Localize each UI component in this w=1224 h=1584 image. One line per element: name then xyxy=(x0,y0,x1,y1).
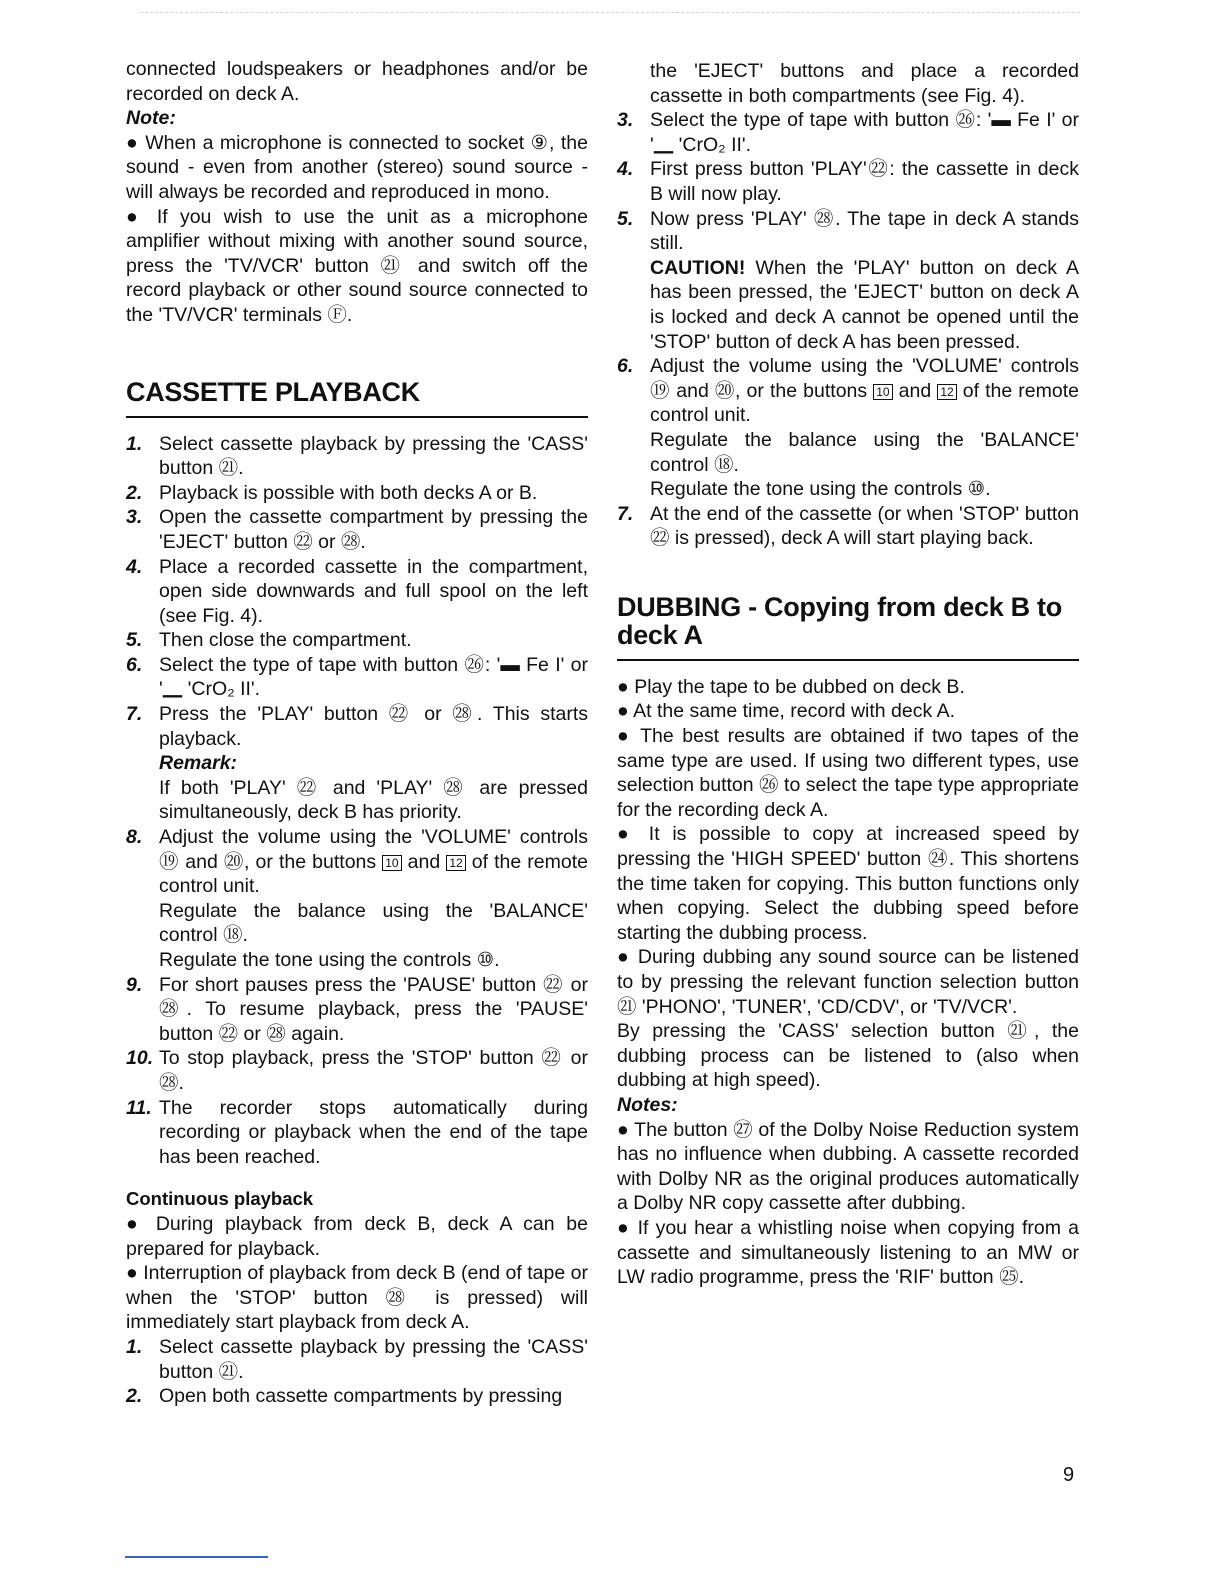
numbered-step xyxy=(126,628,588,653)
step-number: 7. xyxy=(617,502,634,525)
continued-step-text: the 'EJECT' buttons and place a recorded cassette in both compartments (see Fig. 4). xyxy=(650,60,1079,107)
numbered-step xyxy=(617,207,1079,256)
continuous-bullet: ● During playback from deck B, deck A can be prepared for playback. xyxy=(126,1212,588,1260)
remote-button-number: 12 xyxy=(446,855,465,871)
dubbing-bullet: ● The best results are obtained if two tapes of the same type are used. If using two different types, use selection button ㉖ to select the tape type appropriate for the recording deck A. xyxy=(617,725,1079,821)
dubbing-bullet: By pressing the 'CASS' selection button ㉑, the dubbing process can be listened to (also when dubbing at high speed). xyxy=(617,1020,1079,1092)
step-text: Select cassette playback by pressing the 'CASS' button ㉑. xyxy=(159,1335,588,1383)
step-number: 5. xyxy=(126,629,143,652)
step-number: 3. xyxy=(126,506,143,529)
intro-text: connected loudspeakers or headphones and/or be recorded on deck A. xyxy=(126,58,588,105)
notes-bullet: ● The button ㉗ of the Dolby Noise Reduction system has no influence when dubbing. A cassette recorded with Dolby NR as the original produces automatically a Dolby NR copy cassette after dubbing. xyxy=(617,1118,1079,1215)
dubbing-bullet: ● At the same time, record with deck A. xyxy=(617,700,956,723)
step-text: First press button 'PLAY'㉒: the cassette in deck B will now play. xyxy=(650,158,1079,205)
numbered-step xyxy=(126,481,588,506)
step-extra-text: Regulate the balance using the 'BALANCE' control ⑱. xyxy=(159,899,588,947)
numbered-step xyxy=(126,432,588,481)
numbered-step xyxy=(126,505,588,554)
step-extra-text: Regulate the tone using the controls ⑩. xyxy=(650,478,991,501)
section-heading-dubbing: DUBBING - Copying from deck B to deck A xyxy=(617,591,1062,650)
dubbing-bullet: ● Play the tape to be dubbed on deck B. xyxy=(617,675,965,698)
numbered-step xyxy=(126,973,588,1047)
numbered-step xyxy=(617,157,1079,206)
remote-button-number: 10 xyxy=(873,384,892,400)
remote-button-number: 12 xyxy=(937,384,956,400)
note-bullet: ● When a microphone is connected to socket ⑨, the sound - even from another (stereo) sound source - will always be recorded and reproduced in mono. xyxy=(126,131,588,203)
numbered-step xyxy=(126,1384,588,1409)
step-number: 11. xyxy=(126,1096,152,1119)
step-text: For short pauses press the 'PAUSE' button ㉒ or ㉘. To resume playback, press the 'PAUSE' button ㉒ or ㉘ again. xyxy=(159,973,588,1045)
right-column xyxy=(617,59,1079,1290)
step-number: 4. xyxy=(126,555,143,578)
note-bullet: ● If you wish to use the unit as a microphone amplifier without mixing with another sound source, press the 'TV/VCR' button ㉑ and switch off the record playback or other sound source connected to the 'TV/VCR' terminals Ⓕ. xyxy=(126,205,588,326)
remark-label: Remark: xyxy=(159,752,238,775)
step-text: Now press 'PLAY' ㉘. The tape in deck A stands still. xyxy=(650,207,1079,255)
dubbing-bullet: ● It is possible to copy at increased speed by pressing the 'HIGH SPEED' button ㉔. This shortens the time taken for copying. This button functions only when copying. Select the dubbing speed before starting the dubbing process. xyxy=(617,823,1079,944)
step-number: 1. xyxy=(126,1335,143,1358)
step-number: 2. xyxy=(126,1385,143,1408)
scan-artifact xyxy=(140,4,1080,13)
heading-rule xyxy=(617,659,1079,661)
caution-label: CAUTION! xyxy=(650,256,746,279)
step-number: 7. xyxy=(126,703,143,726)
numbered-step xyxy=(617,108,1079,157)
step-text: At the end of the cassette (or when 'STOP' button ㉒ is pressed), deck A will start playing back. xyxy=(650,502,1079,550)
step-text: The recorder stops automatically during recording or playback when the end of the tape has been reached. xyxy=(159,1096,588,1168)
numbered-step xyxy=(126,1335,588,1384)
numbered-step xyxy=(126,555,588,629)
step-number: 4. xyxy=(617,158,634,181)
step-text: Open both cassette compartments by pressing xyxy=(159,1385,563,1408)
remote-button-number: 10 xyxy=(382,855,401,871)
notes-bullet: ● If you hear a whistling noise when copying from a cassette and simultaneously listening to an MW or LW radio programme, press the 'RIF' button ㉕. xyxy=(617,1216,1079,1289)
step-text: Playback is possible with both decks A or B. xyxy=(159,481,538,504)
step-text: Press the 'PLAY' button ㉒ or ㉘. This starts playback. xyxy=(159,703,588,750)
note-label: Note: xyxy=(126,107,176,130)
step-text: Open the cassette compartment by pressing the 'EJECT' button ㉒ or ㉘. xyxy=(159,506,588,553)
step-extra-text: Regulate the balance using the 'BALANCE' control ⑱. xyxy=(650,428,1079,476)
dubbing-bullet: ● During dubbing any sound source can be listened to by pressing the relevant function selection button ㉑ 'PHONO', 'TUNER', 'CD/CDV', or 'TV/VCR'. xyxy=(617,946,1079,1018)
numbered-step xyxy=(617,354,1079,502)
step-text: Select cassette playback by pressing the 'CASS' button ㉑. xyxy=(159,432,588,480)
numbered-step xyxy=(617,502,1079,551)
step-text: Select the type of tape with button ㉖: '▬ Fe I' or '▁ 'CrO₂ II'. xyxy=(159,653,588,701)
numbered-step xyxy=(126,702,588,751)
step-number: 9. xyxy=(126,973,143,996)
step-number: 10. xyxy=(126,1047,154,1070)
subheading-continuous-playback: Continuous playback xyxy=(126,1188,314,1210)
numbered-step xyxy=(126,653,588,702)
step-text: Place a recorded cassette in the compartment, open side downwards and full spool on the left (see Fig. 4). xyxy=(159,555,588,627)
step-number: 2. xyxy=(126,481,143,504)
step-number: 8. xyxy=(126,826,143,849)
section-heading-cassette-playback: CASSETTE PLAYBACK xyxy=(126,376,420,407)
step-number: 5. xyxy=(617,207,634,230)
numbered-step xyxy=(126,825,588,973)
footer-rule xyxy=(125,1556,268,1558)
step-number: 1. xyxy=(126,432,143,455)
step-number: 3. xyxy=(617,109,634,132)
caution-text xyxy=(617,256,1079,354)
step-text: Then close the compartment. xyxy=(159,629,412,652)
page-number: 9 xyxy=(1063,1464,1075,1486)
caution-body: When the 'PLAY' button on deck A has been pressed, the 'EJECT' button on deck A is locked and deck A cannot be opened until the 'STOP' button of deck A has been pressed. xyxy=(650,256,1079,353)
left-column xyxy=(126,57,588,1409)
numbered-step xyxy=(126,1096,588,1170)
numbered-step xyxy=(126,1046,588,1095)
step-text: Adjust the volume using the 'VOLUME' controls ⑲ and ⑳, or the buttons 10 and 12 of the remote control unit. xyxy=(650,355,1079,427)
notes-label: Notes: xyxy=(617,1093,678,1116)
continuous-bullet: ● Interruption of playback from deck B (end of tape or when the 'STOP' button ㉘ is pressed) will immediately start playback from deck A. xyxy=(126,1262,588,1334)
step-text: To stop playback, press the 'STOP' button ㉒ or ㉘. xyxy=(159,1047,588,1094)
step-text: Adjust the volume using the 'VOLUME' controls ⑲ and ⑳, or the buttons 10 and 12 of the remote control unit. xyxy=(159,826,588,898)
step-number: 6. xyxy=(126,653,143,676)
step-text: Select the type of tape with button ㉖: '▬ Fe I' or '▁ 'CrO₂ II'. xyxy=(650,109,1079,156)
heading-rule xyxy=(126,416,588,418)
step-extra-text: Regulate the tone using the controls ⑩. xyxy=(159,949,500,971)
remark-text: If both 'PLAY' ㉒ and 'PLAY' ㉘ are pressed simultaneously, deck B has priority. xyxy=(159,776,588,824)
step-number: 6. xyxy=(617,355,634,378)
